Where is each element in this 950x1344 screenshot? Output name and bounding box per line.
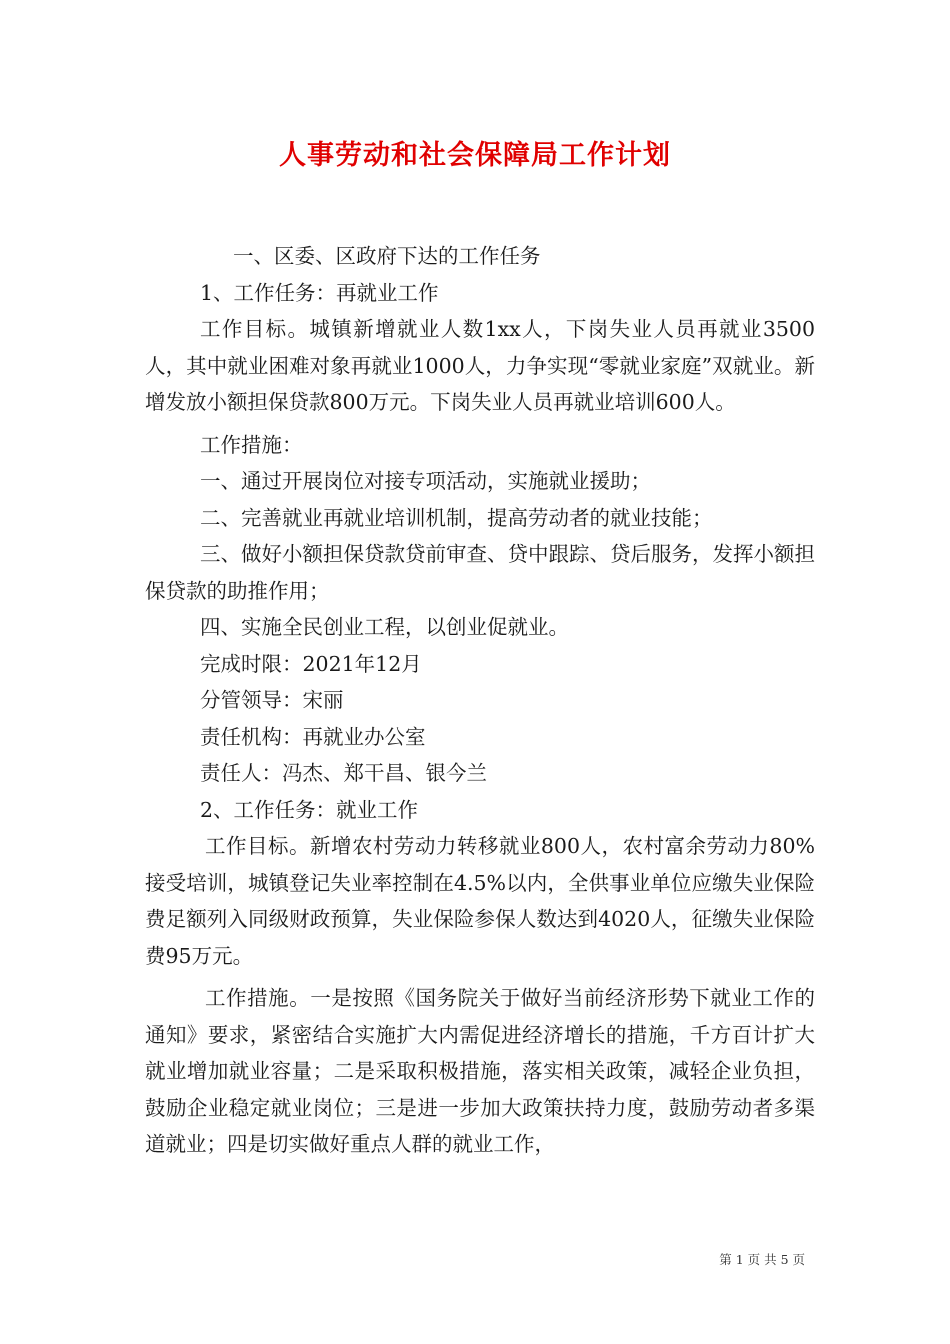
section-heading: 一、区委、区政府下达的工作任务 <box>233 244 541 268</box>
page-number: 第 1 页 共 5 页 <box>719 1252 805 1267</box>
measures-heading: 工作措施： <box>200 432 303 457</box>
work-goal-paragraph: 工作目标。城镇新增就业人数1xx人，下岗失业人员再就业3500人，其中就业困难对象再就业1000人，力争实现“零就业家庭”双就业。新增发放小额担保贷款800万元。下岗失业人员再就业培训600人。 <box>145 317 815 414</box>
leader-line: 分管领导：宋丽 <box>200 688 344 712</box>
deadline-line: 完成时限：2021年12月 <box>200 651 422 676</box>
task-heading: 1、工作任务：再就业工作 <box>200 280 439 305</box>
responsible-line: 责任人：冯杰、郑干昌、银今兰 <box>200 761 487 785</box>
document-body <box>145 238 815 1163</box>
work-measures-paragraph: 工作措施。一是按照《国务院关于做好当前经济形势下就业工作的通知》要求，紧密结合实施扩大内需促进经济增长的措施，千方百计扩大就业增加就业容量；二是采取积极措施，落实相关政策，减轻企业负担，鼓励企业稳定就业岗位；三是进一步加大政策扶持力度，鼓励劳动者多渠道就业；四是切实做好重点人群的就业工作， <box>145 986 815 1156</box>
measure-item: 三、做好小额担保贷款贷前审查、贷中跟踪、贷后服务，发挥小额担保贷款的助推作用； <box>145 542 815 603</box>
document-title: 人事劳动和社会保障局工作计划 <box>279 140 671 171</box>
measure-item: 二、完善就业再就业培训机制，提高劳动者的就业技能； <box>200 505 713 530</box>
measure-item: 一、通过开展岗位对接专项活动，实施就业援助； <box>200 469 651 493</box>
agency-line: 责任机构：再就业办公室 <box>200 724 426 749</box>
measure-item: 四、实施全民创业工程，以创业促就业。 <box>200 615 569 639</box>
work-goal-paragraph: 工作目标。新增农村劳动力转移就业800人，农村富余劳动力80%接受培训，城镇登记失业率控制在4.5%以内，全供事业单位应缴失业保险费足额列入同级财政预算，失业保险参保人数达到4020人，征缴失业保险费95万元。 <box>145 834 815 968</box>
task-heading: 2、工作任务：就业工作 <box>200 797 419 822</box>
